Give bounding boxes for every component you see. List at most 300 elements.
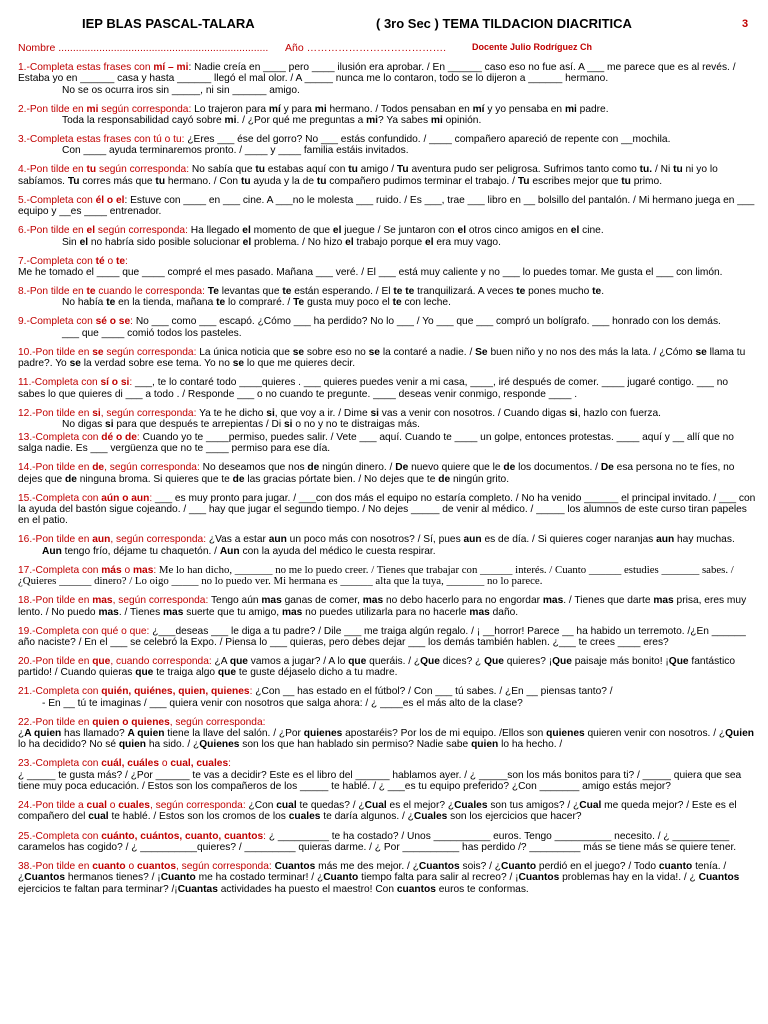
instruction-text: 12.-Pon tilde en [18, 407, 93, 419]
instruction-text: , según corresponda: [149, 800, 246, 812]
exercise-text: ___, te lo contaré todo ____quieres . ___ quieres puedes venir a mi casa, ____, iré después de comer. ____ jugaré contigo. ___ no sabes lo que quieres di ___ a todo . / Responde ___ o no cuando te pregunte. ____ deseas venir conmigo, responde ____ . [18, 377, 729, 400]
exercise-text: mi [314, 103, 327, 115]
exercise-text: Cuales [454, 800, 488, 812]
exercise-ex25 [18, 831, 758, 854]
instruction-text: , según corresponda: [100, 407, 197, 419]
exercise-text: los documentos. / [515, 462, 601, 474]
instruction-text: mí – mi [153, 62, 189, 73]
exercise-text: pones mucho [525, 286, 593, 298]
exercise-text: quieres? ¡ [503, 656, 553, 668]
exercise-text: De [600, 462, 614, 474]
exercise-text: tranquilizará. A veces [414, 286, 517, 298]
instruction-text: cuando le corresponda: [95, 286, 205, 298]
exercise-text: hermano. / Con [165, 175, 241, 187]
exercise-text: mí [472, 103, 485, 115]
instruction-text: te [86, 286, 96, 298]
exercise-text: vas a venir con nosotros. / Cuando digas [378, 407, 570, 419]
exercise-text: juegue / Se juntaron con [341, 225, 458, 237]
instruction-text: 20.-Pon tilde en [18, 656, 93, 668]
exercise-text: No sabía que [189, 164, 256, 176]
exercise-text: se [69, 358, 81, 370]
instruction-text: aún o aun [101, 492, 150, 504]
exercise-text: Cual [364, 800, 387, 812]
exercise-ex4 [18, 164, 758, 187]
exercise-text: levantas que [218, 286, 283, 298]
instruction-text: 11.-Completa con [18, 377, 101, 389]
exercise-text: suerte que tu amigo, [183, 606, 282, 618]
exercise-text: sois? / ¿ [459, 860, 501, 872]
exercise-text: ? Ya sabes [378, 114, 431, 126]
instruction-text: más [101, 564, 122, 576]
exercise-ex17 [18, 565, 758, 588]
exercise-text: la contaré a nadie. / [379, 346, 476, 358]
exercise-text: que [217, 667, 237, 679]
exercise-text: te [106, 297, 116, 309]
instruction-text: cual [86, 800, 107, 812]
instruction-text: 4.-Pon tilde en [18, 164, 87, 176]
instruction-text: según corresponda: [95, 225, 188, 237]
exercise-text: cuales [288, 811, 321, 823]
exercise-line [18, 297, 758, 308]
exercise-text: ___ es muy pronto para jugar. / ___con dos más el equipo no estaría completo. / No ha venido ______ el principal invitado. / ___ con la ayuda del bastón sigue cojeando. / ___ hay que jugar el segundo tiempo. / No dejes _____ de venir al médico. / _____ los alumnos de este curso tiran papeles en el patio. [18, 492, 756, 527]
instruction-text: 15.-Completa con [18, 492, 102, 504]
exercise-text: Con ____ ayuda terminaremos pronto. / ____ y ____ familia estáis invitados. [62, 145, 409, 157]
exercise-ex20 [18, 656, 758, 679]
exercise-text: lo ha decidido? No sé [18, 739, 119, 751]
exercise-ex9 [18, 316, 758, 339]
exercise-line [18, 377, 758, 400]
instruction-text: : [249, 686, 253, 698]
exercise-text: euros te conformas. [435, 883, 529, 895]
exercise-text: te daría algunos. / ¿ [320, 811, 414, 823]
exercise-text: o no y no te distraigas más. [292, 418, 420, 430]
exercise-text: hay muchas. [674, 534, 735, 546]
exercise-text: mí [268, 103, 281, 115]
exercise-text: Tu [517, 175, 530, 187]
instruction-text: se [92, 346, 104, 358]
instruction-text: quién, quiénes, quien, quienes [101, 686, 250, 698]
exercise-text: tu [348, 164, 358, 176]
instruction-text: : [129, 377, 133, 389]
instruction-text: 10.-Pon tilde en [18, 346, 93, 358]
exercise-line [18, 656, 758, 679]
exercise-text: Que [668, 656, 689, 668]
school-name: IEP BLAS PASCAL-TALARA [82, 16, 255, 31]
instruction-text: cuánto, cuántos, cuanto, cuantos [101, 830, 264, 842]
exercise-text: te hablé. / Estos son los cromos de los [108, 811, 289, 823]
student-info-row [0, 42, 768, 56]
exercise-text: queráis. / ¿ [366, 656, 421, 668]
exercise-text: mi [224, 114, 237, 126]
exercise-text: tu [240, 175, 251, 187]
instruction-text: 1.-Completa estas frases con [18, 62, 154, 73]
exercise-text: si [266, 407, 275, 419]
exercise-text: son los que han hablado sin permiso? Nadie sabe [239, 739, 472, 751]
exercise-ex3 [18, 134, 758, 157]
exercise-text: hermano. / Todos pensaban en [326, 103, 473, 115]
exercise-text: tiempo falta para salir al recreo? / ¡ [358, 872, 519, 884]
exercise-text: te [516, 286, 526, 298]
exercise-text: No deseamos que nos [199, 462, 308, 474]
exercise-text: Cuantos [698, 872, 740, 884]
instruction-text: 17.-Completa con [18, 564, 102, 576]
exercise-text: tu [673, 164, 683, 176]
exercise-ex2 [18, 104, 758, 127]
exercise-ex18 [18, 595, 758, 618]
exercise-text: lo que me quieres decir. [244, 358, 356, 370]
instruction-text: 2.-Pon tilde en [18, 103, 87, 115]
exercise-text: tu [155, 175, 166, 187]
exercise-text: Cuanto [160, 872, 196, 884]
exercise-text: Tu [396, 164, 409, 176]
exercise-line [18, 419, 758, 430]
exercise-text: quienes [546, 728, 585, 740]
exercise-text: con la ayuda del médico le cuesta respirar. [239, 545, 436, 557]
exercise-text: no puedes utilizarla para no hacerle [302, 606, 470, 618]
exercise-ex22 [18, 717, 758, 751]
instruction-text: según corresponda: [103, 346, 197, 358]
exercise-text: Que [420, 656, 440, 668]
exercise-text: tu. [639, 164, 653, 176]
exercise-text: te quedas? / ¿ [296, 800, 365, 812]
exercise-text: cual [88, 811, 109, 823]
exercise-text: Cuantos [518, 872, 560, 884]
exercise-text: el [242, 225, 251, 237]
exercise-line [18, 286, 758, 297]
exercise-text: mas [98, 606, 119, 618]
exercise-text: tenía. / ¿ [18, 860, 727, 884]
exercise-text: son los ejercicios que hacer? [447, 811, 582, 823]
exercise-text: / Ni [652, 164, 674, 176]
exercise-text: A quien [127, 728, 165, 740]
exercise-text: te [392, 297, 402, 309]
exercise-text: Ha llegado [187, 225, 243, 237]
instruction-text: , según corresponda: [112, 595, 209, 607]
exercise-text: ¿A [211, 656, 230, 668]
exercise-text: Cuando yo te ____permiso, puedes salir. / Vete ___ aquí. Cuando te ____ un golpe, entonces protestas. ____ aquí y __ allí que no salga nadie. Es ___ vergüenza que no te ____ permiso para ese día. [18, 431, 734, 455]
exercise-text: . / Tienes que darte [563, 595, 654, 607]
exercise-line [18, 134, 758, 145]
exercise-text: otros cinco amigos en [466, 225, 571, 237]
exercise-text: Ya te he dicho [196, 407, 267, 419]
exercise-text: ejercicios te faltan para terminar? /¡ [18, 883, 178, 895]
exercise-text: un poco más con nosotros? / Sí, pues [286, 534, 464, 546]
instruction-text: 38.-Pon tilde en [18, 860, 93, 872]
exercise-text: aventura pudo ser peligrosa. Sufrimos tanto como [408, 164, 640, 176]
exercise-text: las gracias pórtate bien. / No dejes que te [244, 473, 439, 485]
exercise-line [18, 347, 758, 370]
exercise-text: si [569, 407, 578, 419]
exercise-ex12 [18, 408, 758, 431]
instruction-text: el [86, 225, 96, 237]
exercise-text: aun [656, 534, 675, 546]
exercise-text: en la tienda, mañana [115, 297, 217, 309]
exercise-text: ayuda y la de [250, 175, 317, 187]
exercise-text: de [503, 462, 516, 474]
instruction-text: : [263, 830, 266, 842]
exercise-text: dices? ¿ [439, 656, 485, 668]
instruction-text: sí o si [100, 377, 130, 389]
exercise-ex6 [18, 225, 758, 248]
exercise-text: De [395, 462, 409, 474]
instruction-text: te [115, 255, 126, 267]
exercise-text: que [135, 667, 154, 679]
exercise-text: y para [280, 103, 315, 115]
exercise-line [18, 256, 758, 267]
instruction-text: según corresponda: [96, 164, 190, 176]
exercise-text: apostaréis? Por los de mi equipo. /Ellos son [342, 728, 547, 740]
exercise-text: ninguna broma. Si quieres que te [76, 473, 233, 485]
exercise-line [18, 698, 758, 709]
exercise-text: esa persona no te fíes, no dejes que [18, 462, 735, 485]
exercise-text: Cuanto [501, 860, 537, 872]
exercise-text: era muy vago. [433, 236, 501, 248]
exercise-text: Cuantos [274, 860, 316, 872]
exercise-ex7 [18, 256, 758, 279]
instruction-text: cual, cuales [170, 758, 229, 770]
instruction-text: 8.-Pon tilde en [18, 286, 87, 298]
exercise-text: , hazlo con fuerza. [577, 407, 661, 419]
exercise-text: estabas aquí con [264, 164, 349, 176]
exercise-text: Cuantos [24, 872, 65, 884]
exercise-ex15 [18, 493, 758, 527]
exercise-text: compañero pudimos terminar el trabajo. / [326, 175, 518, 187]
exercise-text: Que [484, 656, 504, 668]
exercise-text: son tus amigos? / ¿ [487, 800, 580, 812]
exercise-text: cual [276, 800, 297, 812]
exercise-line [18, 770, 758, 793]
exercise-text: gusta muy poco el [304, 297, 393, 309]
instruction-text: 25.-Completa con [18, 830, 102, 842]
exercise-line [18, 800, 758, 823]
instruction-text: , según corresponda: [169, 716, 266, 728]
exercise-text: Tengo aún [208, 595, 262, 607]
exercise-list [18, 62, 758, 903]
exercise-ex14 [18, 462, 758, 485]
exercise-text: Me he tomado el ____ que ____ compré el mes pasado. Mañana ___ veré. / El ___ está muy caliente y no ___ lo puedes tomar. Me gusta el ___ con limón. [18, 266, 723, 278]
exercise-line [18, 237, 758, 248]
exercise-text: mi [430, 114, 443, 126]
grade-topic: ( 3ro Sec ) TEMA TILDACION DIACRITICA [376, 16, 632, 31]
instruction-text: o [159, 758, 171, 770]
exercise-ex24 [18, 800, 758, 823]
exercise-text: Que [552, 656, 572, 668]
exercise-ex13 [18, 432, 758, 455]
name-field[interactable]: Nombre ........................................................................ [18, 42, 269, 54]
exercise-text: ningún dinero. / [319, 462, 396, 474]
exercise-text: te [393, 286, 403, 298]
instruction-text: 14.-Pon tilde en [18, 462, 93, 474]
exercise-text: cine. [579, 225, 604, 237]
instruction-text: mas [92, 595, 113, 607]
exercise-text: sobre eso no [304, 346, 369, 358]
exercise-line [18, 565, 758, 588]
exercise-text: : Estuve con ____ en ___ cine. A ___no le molesta ___ ruido. / Es ___, trae ___ libro en __ bolsillo del pantalón. / Mi hermano juega en ___ equipo y __es ____ entrenador. [18, 194, 755, 218]
exercise-text: que [348, 656, 367, 668]
exercise-text: paisaje más bonito! ¡ [571, 656, 669, 668]
instruction-text: : [149, 492, 153, 504]
instruction-text: 23.-Completa con [18, 758, 102, 770]
exercise-ex16 [18, 534, 758, 557]
instruction-text: 16.-Pon tilde en [18, 534, 93, 546]
exercise-text: es el mejor? ¿ [386, 800, 455, 812]
exercise-text: mas [653, 595, 674, 607]
exercise-text: No digas [62, 418, 106, 430]
exercise-ex23 [18, 758, 758, 792]
year-field[interactable]: Año …………………………………. [285, 42, 447, 54]
exercise-text: te [216, 297, 226, 309]
exercise-text: trabajo porque [353, 236, 426, 248]
instruction-text: sé o se [95, 316, 131, 328]
instruction-text: tu [86, 164, 97, 176]
exercise-text: de [307, 462, 320, 474]
exercise-text: con leche. [401, 297, 451, 309]
exercise-line [18, 408, 758, 419]
exercise-text: el [242, 236, 252, 248]
exercise-text: ¿Vas a estar [206, 534, 269, 546]
exercise-line [18, 316, 758, 327]
exercise-ex21 [18, 686, 758, 709]
instruction-text: té [95, 255, 105, 267]
instruction-text: 3.-Completa estas frases con tú o tu: [18, 134, 185, 146]
exercise-line [18, 626, 758, 649]
instruction-text: 19.-Completa con qué o que: [18, 625, 150, 637]
exercise-line [18, 195, 758, 218]
exercise-ex10 [18, 347, 758, 370]
instruction-text: : [130, 316, 133, 328]
exercise-text: ¿Con __ has estado en el fútbol? / Con ___ tú sabes. / ¿En __ piensas tanto? / [252, 686, 613, 698]
instruction-text: : [136, 431, 140, 443]
exercise-text: momento de que [250, 225, 333, 237]
exercise-text: Cuantas [177, 883, 218, 895]
exercise-line [18, 493, 758, 527]
exercise-text: ha sido. / ¿ [145, 739, 200, 751]
exercise-text: te traiga algo [153, 667, 218, 679]
instruction-text: 21.-Completa con [18, 686, 102, 698]
instruction-text: 6.-Pon tilde en [18, 225, 87, 237]
exercise-text: mi [366, 114, 379, 126]
exercise-line [18, 728, 758, 751]
exercise-text: están esperando. / El [291, 286, 394, 298]
exercise-line [18, 85, 758, 96]
exercise-text: quien [118, 739, 146, 751]
exercise-text: si [105, 418, 114, 430]
exercise-line [18, 861, 758, 895]
exercise-text: daño. [489, 606, 519, 618]
exercise-text: se [292, 346, 305, 358]
exercise-text: quien [471, 739, 499, 751]
exercise-text: mas [163, 606, 184, 618]
exercise-text: mas [281, 606, 303, 618]
exercise-text: el [570, 225, 580, 237]
exercise-text: y yo pensaba en [484, 103, 565, 115]
exercise-text: Se [475, 346, 488, 358]
instruction-text: 5.-Completa con [18, 194, 96, 206]
exercise-text: Lo trajeron para [191, 103, 269, 115]
instruction-text: o [104, 255, 116, 267]
teacher-name: Docente Julio Rodríguez Ch [472, 42, 593, 52]
exercise-line [18, 115, 758, 126]
exercise-text: Quienes [199, 739, 240, 751]
exercise-text: ganas de comer, [281, 595, 363, 607]
exercise-text: ni yo lo sabíamos. [18, 164, 718, 187]
instruction-text: cuantos [136, 860, 176, 872]
exercise-text: Te [207, 286, 219, 298]
exercise-text: Cual [579, 800, 602, 812]
exercise-text: padre. [576, 103, 609, 115]
exercise-line [18, 758, 758, 769]
exercise-text: Cuantos [418, 860, 460, 872]
exercise-line [18, 686, 758, 697]
exercise-text: tu [316, 175, 327, 187]
exercise-text: . / Tienes [118, 606, 163, 618]
exercise-line [18, 831, 758, 854]
exercise-text: se [695, 346, 707, 358]
exercise-text: amigo / [357, 164, 397, 176]
exercise-line [18, 432, 758, 455]
instruction-text: , según corresponda: [110, 534, 207, 546]
exercise-line [18, 104, 758, 115]
exercise-text: prisa, eres muy lento. / No puedo [18, 595, 747, 618]
exercise-text: si [284, 418, 293, 430]
instruction-text: 22.-Pon tilde en [18, 716, 93, 728]
instruction-text: : [153, 564, 157, 576]
exercise-text: ¿Con [245, 800, 277, 812]
exercise-text: problema. / No hizo [251, 236, 346, 248]
exercise-line [18, 145, 758, 156]
exercise-text: mas [261, 595, 282, 607]
exercise-line [18, 717, 758, 728]
instruction-text: de [92, 462, 105, 474]
exercise-text: Aun [42, 545, 62, 557]
exercise-text: La única noticia que [196, 346, 293, 358]
exercise-text: te guste déjaselo dicho a tu madre. [236, 667, 398, 679]
instruction-text: 13.-Completa con [18, 431, 102, 443]
exercise-text: cuanto [658, 860, 693, 872]
exercise-text: tu [621, 175, 631, 187]
exercise-text: mi [564, 103, 577, 115]
exercise-text: quieren venir con nosotros. / ¿ [584, 728, 726, 740]
exercise-text: la verdad sobre ese tema. Yo no [80, 358, 233, 370]
exercise-text: mas [469, 606, 490, 618]
exercise-ex19 [18, 626, 758, 649]
instruction-text: él o el [95, 194, 125, 206]
exercise-text: . [601, 286, 605, 298]
exercise-text: : Nadie creía en ____ pero ____ ilusión era aprobar. / En ______ caso eso no fue así. A ___ me parece que es al revés. / Estaba yo en ______ casa y hasta ______ llegó el mal olor. / A _____ nunca me lo contaron, todo se lo dijeron a ______ hermano. [18, 62, 736, 85]
exercise-text: perdió en el juego? / Todo [536, 860, 659, 872]
instruction-text: 9.-Completa con [18, 316, 96, 328]
exercise-line [18, 595, 758, 618]
exercise-text: se [232, 358, 245, 370]
instruction-text: , cuando corresponda: [110, 656, 212, 668]
instruction-text: dé o de [101, 431, 137, 443]
exercise-text: fantástico partido! / Cuando quieras [18, 656, 736, 679]
exercise-line [18, 267, 758, 278]
instruction-text: si [92, 407, 101, 419]
instruction-text: o [106, 800, 119, 812]
instruction-text: mas [132, 564, 154, 576]
exercise-ex38 [18, 861, 758, 895]
exercise-text: aun [463, 534, 482, 546]
exercise-text: ¿___deseas ___ le diga a tu padre? / Dile ___ me traiga algún regalo. / ¡ __horror! Parece __ ha habido un terremoto. /¿En ______ año naciste? / En el ___ se celebró la Expo. / Piensa lo ___ quieras, pero debes dejar ___ los demás también hablen. ¿___ te crees ____ eres? [18, 625, 746, 648]
exercise-text: No se os ocurra iros sin _____, ni sin ______ amigo. [62, 84, 300, 96]
instruction-text: aun [92, 534, 111, 546]
instruction-text: , según corresponda: [176, 860, 272, 872]
exercise-line [18, 164, 758, 187]
instruction-text: 7.-Completa con [18, 255, 96, 267]
instruction-text: cuales [118, 800, 150, 812]
instruction-text: cuanto [92, 860, 126, 872]
